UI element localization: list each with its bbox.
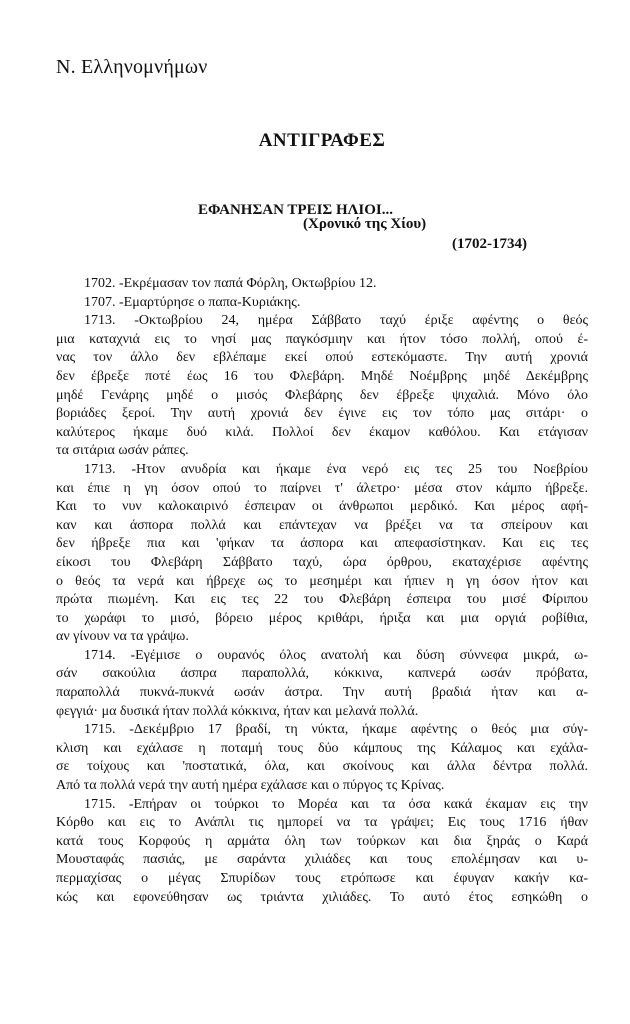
text-line: καλύτερος ήκαμε δυό κιλά. Πολλοί δεν έκαμον καθόλου. Και ετάγισαν — [56, 424, 588, 440]
text-line: φεγγιά· μα δυσικά ήταν πολλά κόκκινα, ήταν και μελανά πολλά. — [56, 703, 419, 719]
text-line: ο θεός τα νερά και ήβρεχε ως το μεσημέρι και ήπιεν η γη όσον ήτον και — [56, 573, 588, 589]
text-line: περμαχίσας ο μέγας Σπυρίδων τους ετρόπωσε και έφυγαν κακήν κα- — [56, 871, 588, 886]
text-line: μια καταχνιά εις το νησί μας παγκόσμιην και ήτον τόσο πολλή, οπού έ- — [56, 331, 588, 347]
text-line: κατά τους Κορφούς η αρμάτα όλη των τούρκων και δια ξηράς ο Καρά — [56, 833, 588, 849]
text-line: κλιση και εχάλασε η ποταμή τους δύο κάμπους της Κάλαμος και εχάλα- — [56, 740, 588, 756]
text-line: σάν σακούλια άσπρα παραπολλά, κόκκινα, καπνερά ωσάν πρόβατα, — [56, 666, 588, 682]
text-line: 1713. -Οκτωβρίου 24, ημέρα Σάββατο ταχύ έριξε αφέντης ο θεός — [84, 313, 588, 329]
text-line: κώς και εφονεύθησαν ως τριάντα χιλιάδες. Το αυτό έτος εσηκώθη ο — [56, 889, 588, 905]
text-line: Από τα πολλά νερά την αυτή ημέρα εχάλασε και ο πύργος τς Κρίνας. — [56, 778, 445, 794]
text-line: καν και άσπορα πολλά και επάντεχαν να βρέξει να τα σπείρουν και — [56, 517, 588, 533]
text-line: παραπολλά πυκνά-πυκνά ωσάν άστρα. Την αυτή βραδιά ήταν και α- — [56, 685, 588, 701]
chapter-title: ΑΝΤΙΓΡΑΦΕΣ — [258, 130, 386, 151]
text-line: βοριάδες ξεροί. Την αυτή χρονιά δεν έγινε εις τον τόπο μας σιτάρι· ο — [56, 406, 588, 422]
text-line: Κόρθο και εις το Ανάπλι τις ημπορεί να τα γράψει; Εις τους 1716 ήθαν — [56, 815, 588, 831]
text-line: Μουσταφάς πασιάς, με σαράντα χιλιάδες και τους επολέμησαν και υ- — [56, 852, 588, 868]
text-line: δεν ήβρεξε πια και 'φήκαν τα άσπορα και απεφασίστηκαν. Και εις τες — [56, 536, 588, 552]
text-line: και έπιε η γη όσον οπού το παίρνει τ' άλετρο· μέσα στον κάμπο ήβρεξε. — [56, 480, 588, 496]
text-line: το χωράφι το μισό, βόρειο μέρος κριθάρι, ήριξα και μια οργιά ροβίθια, — [56, 610, 588, 626]
text-line: 1715. -Επήραν οι τούρκοι το Μορέα και τα όσα κακά έκαμαν εις την — [84, 796, 588, 812]
text-line: τα σιτάρια ωσάν ράπες. — [56, 443, 189, 459]
section-title: ΕΦΑΝΗΣΑΝ ΤΡΕΙΣ ΗΛΙΟΙ... — [198, 202, 393, 218]
text-line: 1702. -Εκρέμασαν τον παπά Φόρλη, Οκτωβρίου 12. — [84, 276, 377, 291]
author-name: Ν. Ελληνομνήμων — [56, 56, 208, 78]
text-line: δεν έβρεξε ποτέ έως 16 του Φλεβάρη. Μηδέ Νοέμβρης μηδέ Δεκέμβρης — [56, 368, 588, 384]
text-line: 1715. -Δεκέμβριο 17 βραδί, τη νύκτα, ήκαμε αφέντης ο θεός μια σύγ- — [84, 722, 588, 738]
text-line: πρώτα πιωμένη. Και εις τες 22 του Φλεβάρη έσπειρα του μισέ Φίριπου — [56, 592, 588, 608]
section-years: (1702-1734) — [452, 236, 527, 252]
text-line: σε τοίχους και 'ποστατικά, όλα, και σκοίνους και άλλα δέντρα πολλά. — [56, 759, 588, 775]
text-line: Και το νυν καλοκαιρινό έσπειραν οι άνθρωποι μερδικό. Και μέρος αφή- — [56, 499, 588, 515]
section-subtitle: (Χρονικό της Χίου) — [303, 216, 427, 232]
text-line: 1707. -Εμαρτύρησε ο παπα-Κυριάκης. — [84, 294, 301, 310]
body-text — [56, 275, 588, 907]
text-line: 1713. -Ητον ανυδρία και ήκαμε ένα νερό εις τες 25 του Νοεβρίου — [84, 461, 588, 477]
text-line: νας τον άλλο δεν εβλέπαμε εκεί οπού εστεκόμαστε. Την αυτή χρονιά — [56, 350, 588, 366]
text-line: 1714. -Εγέμισε ο ουρανός όλος ανατολή και δύση σύννεφα μικρά, ω- — [84, 647, 588, 663]
text-line: είκοσι του Φλεβάρη Σάββατο ταχύ, ώρα όρθρου, εκαταχέρισε αφέντης — [56, 554, 588, 570]
text-line: μηδέ Γενάρης μηδέ ο μισός Φλεβάρης δεν έβρεξε ψιχαλιά. Μόνο όλο — [56, 387, 588, 403]
text-line: αν γίνουν να τα γράψω. — [56, 629, 189, 645]
